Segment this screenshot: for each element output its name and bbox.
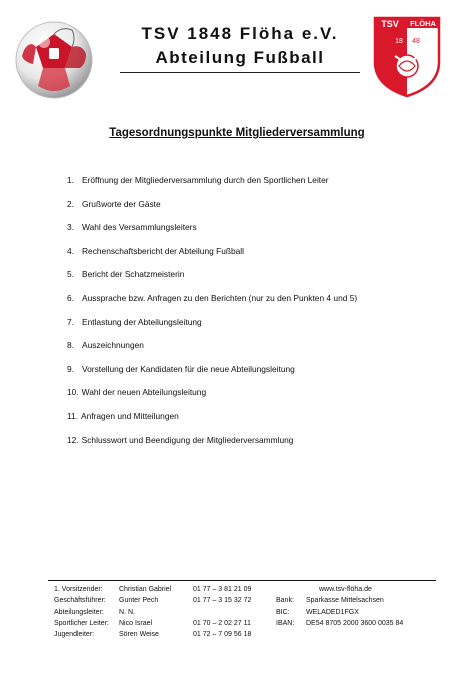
contact-role: Jugendleiter:	[54, 631, 95, 639]
agenda-item	[67, 269, 357, 293]
soccer-ball-icon	[14, 20, 94, 100]
contact-phone: 01 72 – 7 09 56 18	[193, 631, 252, 639]
agenda-text: Wahl der neuen Abteilungsleitung	[81, 387, 207, 398]
contact-phone	[193, 607, 251, 618]
department-title: Abteilung Fußball	[155, 48, 325, 67]
footer-roles	[54, 584, 109, 640]
agenda-item	[67, 199, 357, 223]
bank-label: Bank:	[276, 597, 294, 605]
bank-value: Sparkasse Mittelsachsen	[306, 597, 384, 605]
agenda-item	[67, 317, 357, 341]
agenda-number: 1.	[67, 175, 74, 185]
contact-role: Geschäftsführer:	[54, 597, 106, 605]
agenda-number: 10.	[67, 387, 79, 398]
agenda-number: 8.	[67, 340, 74, 351]
page-heading: Tagesordnungspunkte Mitgliederversammlung	[109, 127, 365, 139]
website-link[interactable]: www.tsv-flöha.de	[319, 586, 372, 593]
contact-phone: 01 70 – 2 02 27 11	[193, 619, 251, 627]
agenda-text: Eröffnung der Mitgliederversammlung durch den Sportlichen Leiter	[82, 175, 329, 185]
crest-year-right: 48	[412, 38, 420, 45]
contact-name: Sören Weise	[119, 631, 159, 639]
agenda-text: Bericht der Schatzmeisterin	[82, 269, 185, 280]
contact-name: Gunter Pech	[119, 597, 159, 605]
footer-names	[119, 584, 171, 640]
agenda-number: 11.	[67, 410, 79, 421]
agenda-text: Schlusswort und Beendigung der Mitgliederversammlung	[81, 434, 294, 445]
club-crest-icon	[373, 16, 441, 98]
footer-divider	[48, 580, 436, 581]
crest-text-left: TSV	[381, 19, 399, 29]
agenda-number: 4.	[67, 245, 74, 256]
agenda-text: Entlastung der Abteilungsleitung	[82, 316, 202, 327]
footer-phones	[193, 584, 251, 640]
agenda-item	[67, 364, 357, 388]
contact-name: Christian Gabriel	[119, 586, 172, 593]
agenda-item	[67, 246, 357, 270]
agenda-number: 5.	[67, 269, 74, 280]
contact-name: Nico Israel	[119, 619, 153, 627]
agenda-item	[67, 435, 357, 459]
agenda-number: 3.	[67, 222, 74, 233]
agenda-item	[67, 293, 357, 317]
agenda-item	[67, 175, 357, 199]
agenda-text: Aussprache bzw. Anfragen zu den Berichten (nur zu den Punkten 4 und 5)	[82, 292, 358, 303]
agenda-number: 7.	[67, 316, 74, 327]
agenda-item	[67, 340, 357, 364]
agenda-number: 6.	[67, 292, 74, 303]
agenda-text: Anfragen und Mitteilungen	[81, 410, 179, 421]
footer-bank-info	[276, 584, 403, 629]
bic-label: BIC:	[276, 608, 290, 616]
agenda-list	[67, 175, 357, 458]
agenda-item	[67, 222, 357, 246]
agenda-item	[67, 411, 357, 435]
contact-role: 1. Vorsitzender:	[54, 586, 103, 593]
agenda-text: Grußworte der Gäste	[82, 198, 161, 209]
contact-role: Abteilungsleiter:	[54, 608, 104, 616]
agenda-number: 12.	[67, 434, 79, 445]
iban-label: IBAN:	[276, 619, 295, 627]
crest-text-right: FLÖHA	[410, 19, 436, 28]
contact-role: Sportlicher Leiter:	[54, 619, 109, 627]
iban-value: DE54 8705 2000 3600 0035 84	[306, 619, 404, 627]
header-divider	[120, 72, 360, 73]
agenda-text: Rechenschaftsbericht der Abteilung Fußball	[82, 245, 245, 256]
crest-year-left: 18	[395, 38, 403, 45]
club-title: TSV 1848 Flöha e.V.	[141, 24, 339, 43]
agenda-number: 2.	[67, 198, 74, 209]
agenda-text: Auszeichnungen	[82, 340, 144, 351]
agenda-text: Vorstellung der Kandidaten für die neue Abteilungsleitung	[82, 363, 295, 374]
contact-phone: 01 77 – 3 81 21 09	[193, 586, 252, 593]
contact-name: N. N.	[119, 608, 135, 616]
agenda-text: Wahl des Versammlungsleiters	[82, 222, 197, 233]
agenda-item	[67, 387, 357, 411]
contact-phone: 01 77 – 3 15 32 72	[193, 597, 252, 605]
agenda-number: 9.	[67, 363, 74, 374]
bic-value: WELADED1FGX	[306, 608, 359, 616]
